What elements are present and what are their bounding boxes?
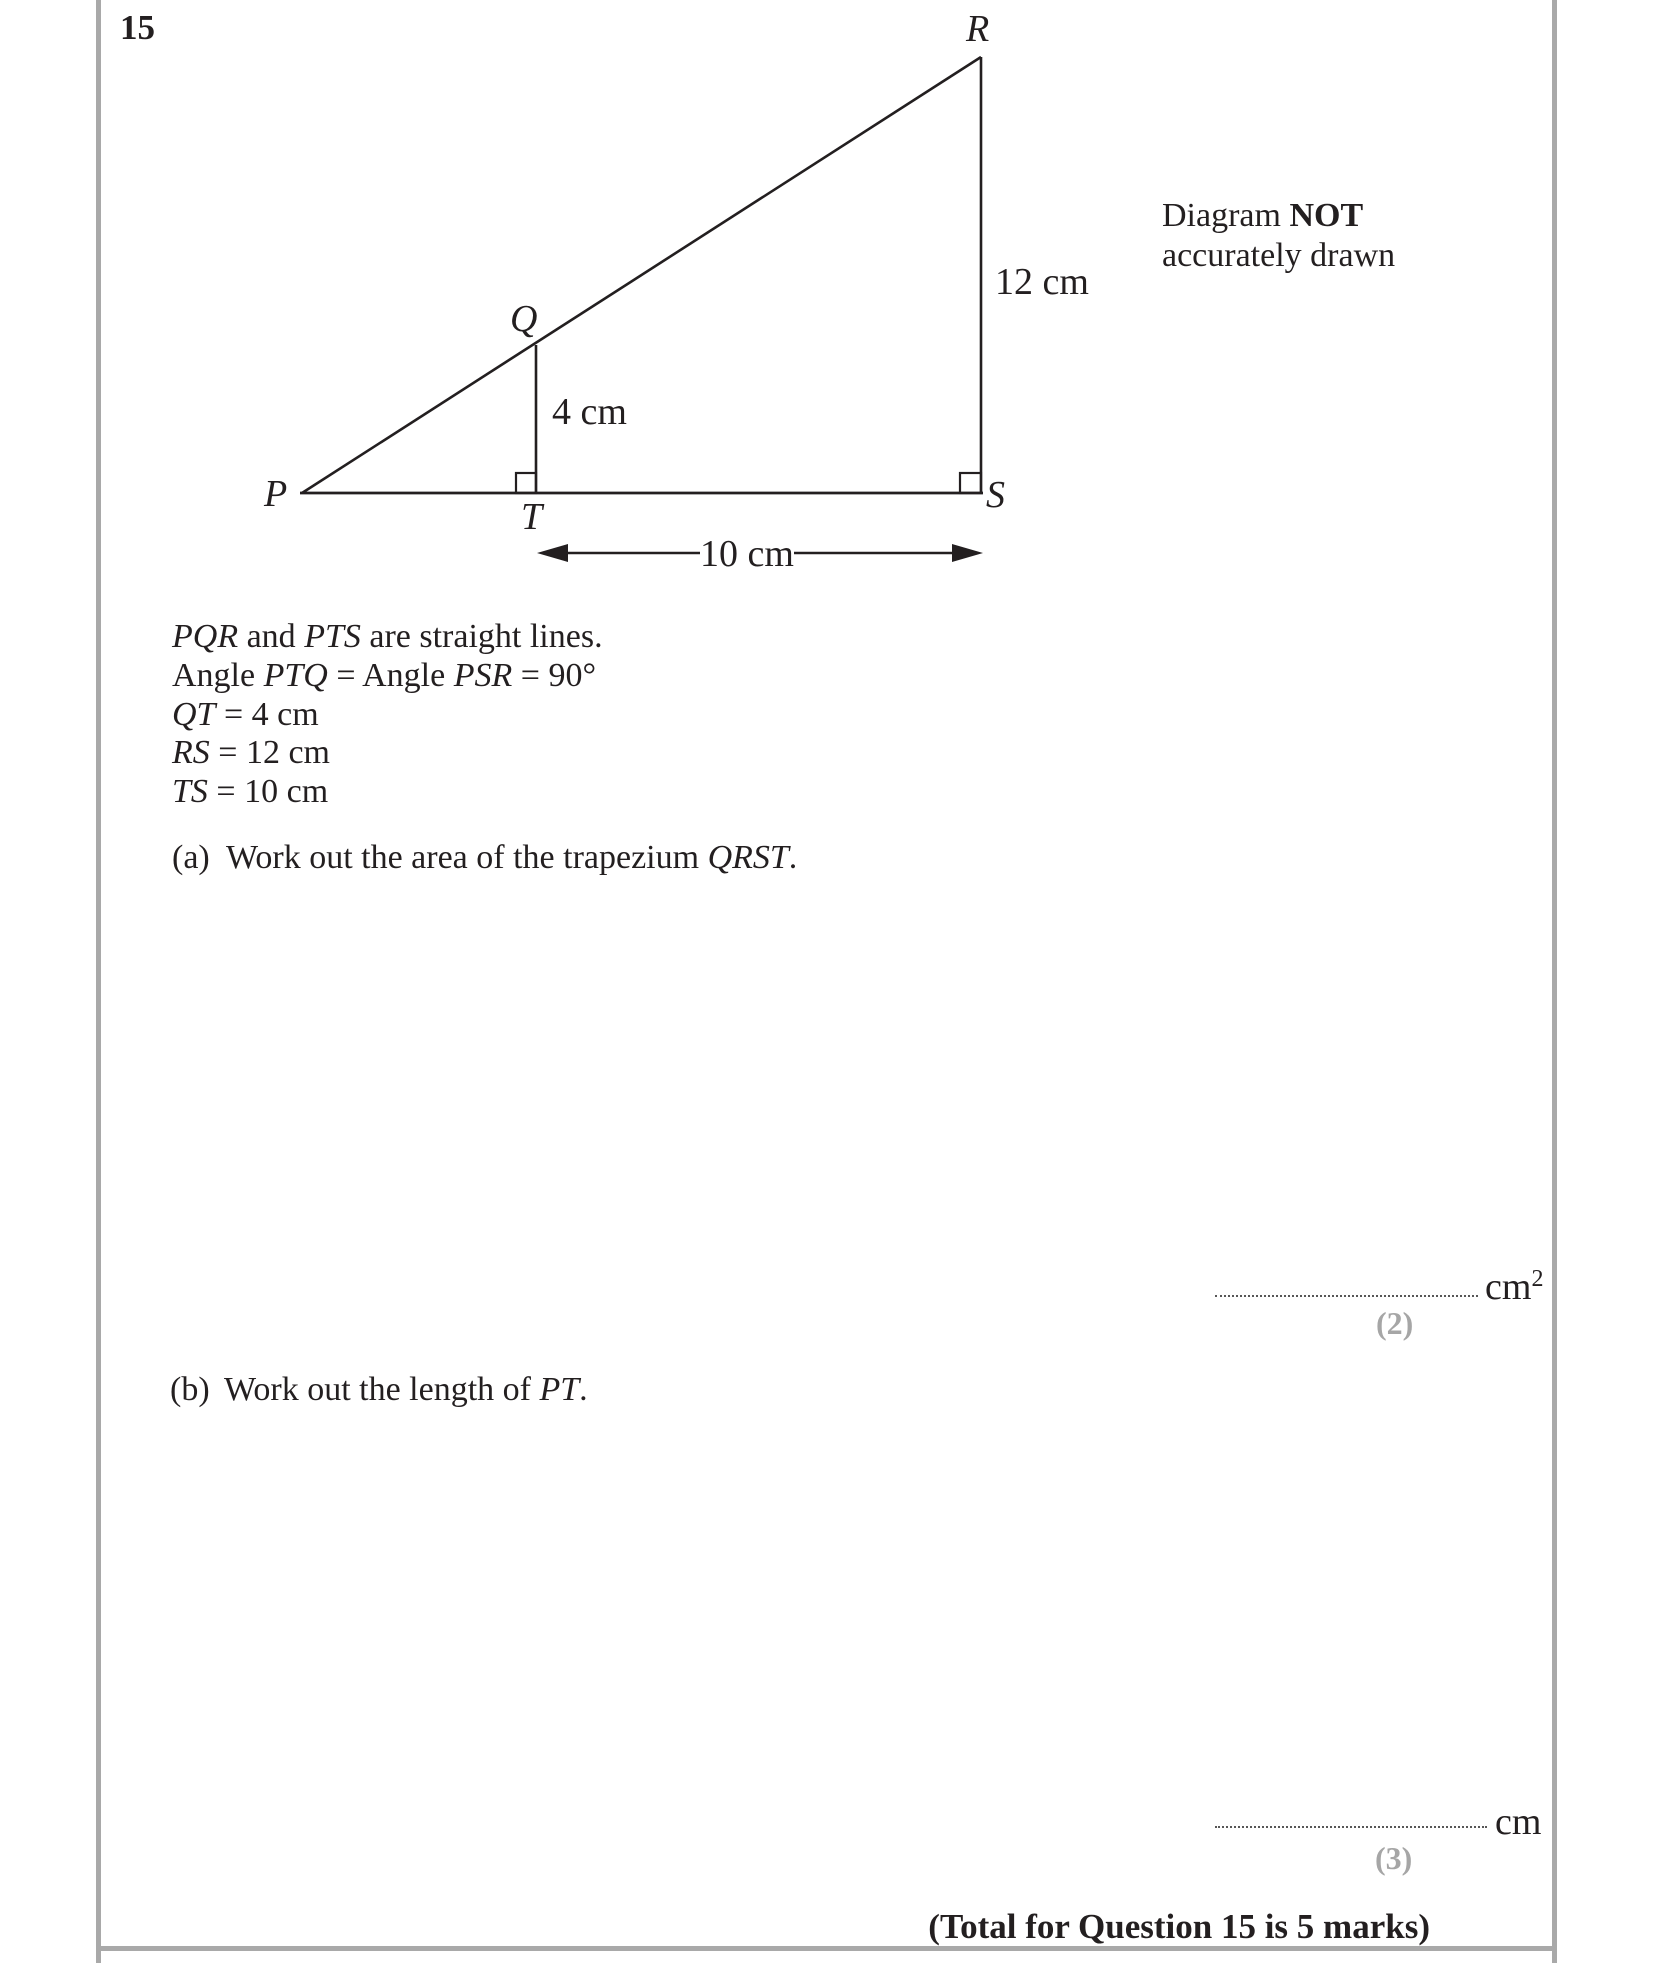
part-a-text-italic: QRST (707, 839, 789, 876)
total-marks-line: (Total for Question 15 is 5 marks) (928, 1907, 1430, 1946)
part-b-text: Work out the length of (224, 1371, 540, 1408)
statement-text-run: PQR (172, 618, 239, 655)
answer-unit-a (1485, 1268, 1543, 1306)
unit-text-a: cm (1485, 1266, 1532, 1308)
statement-text-run: TS (172, 773, 208, 811)
statement-text-run: Angle (172, 656, 264, 694)
statement-text-run: and (238, 618, 305, 655)
statement-text-run: = 90° (512, 656, 597, 694)
statement-line-2 (172, 657, 603, 696)
statement-line-1 (172, 618, 603, 657)
diagram-note-bold: NOT (1289, 197, 1364, 234)
answer-dotted-line-a (1215, 1295, 1478, 1297)
statement-text-run: RS (172, 734, 210, 772)
measurement-label-QT: 4 cm (552, 391, 627, 433)
right-angle-marker-S (960, 473, 981, 493)
vertex-label-T: T (521, 496, 543, 538)
statement-text-run: = Angle (327, 656, 454, 694)
vertex-label-R: R (966, 8, 990, 50)
answer-unit-b (1495, 1803, 1541, 1841)
arrowhead-left-icon (537, 544, 568, 562)
unit-superscript-a: 2 (1531, 1266, 1544, 1292)
question-number: 15 (120, 8, 155, 47)
vertex-label-P: P (264, 473, 288, 515)
right-angle-marker-T (516, 473, 536, 493)
statement-line-5 (172, 773, 603, 812)
diagram-note-regular: Diagram (1162, 197, 1290, 234)
statement-line-4 (172, 734, 603, 773)
vertex-label-S: S (986, 474, 1005, 516)
statement-text-run: QT (172, 695, 216, 733)
statement-text-run: = 12 cm (209, 734, 330, 772)
statement-line-3 (172, 696, 603, 735)
part-b-text-italic: PT (539, 1371, 580, 1408)
diagram-note-line-2: accurately drawn (1162, 237, 1396, 274)
measurement-label-RS: 12 cm (995, 261, 1089, 303)
measurement-label-TS: 10 cm (700, 533, 794, 575)
diagram-note (1162, 196, 1395, 276)
problem-statements (172, 618, 603, 812)
arrowhead-right-icon (952, 544, 983, 562)
statement-text-run: = 10 cm (207, 773, 329, 811)
page-border-bottom (96, 1946, 1557, 1951)
statement-text-run: PSR (453, 656, 513, 694)
statement-text-run: PTS (304, 618, 361, 655)
answer-dotted-line-b (1215, 1826, 1487, 1828)
part-a-text: Work out the area of the trapezium (226, 839, 708, 876)
statement-text-run: = 4 cm (215, 695, 319, 733)
part-a-text-period: . (788, 839, 798, 876)
line-PQR (302, 57, 981, 493)
part-b-prompt (170, 1370, 588, 1409)
statement-text-run: are straight lines. (360, 618, 603, 655)
part-b-label: (b) (170, 1371, 210, 1408)
part-a-prompt (172, 838, 797, 877)
diagram-note-line-1 (1162, 196, 1395, 236)
part-a-label: (a) (172, 839, 210, 876)
marks-badge-a: (2) (1376, 1305, 1414, 1341)
vertex-label-Q: Q (510, 298, 538, 340)
part-b-text-period: . (579, 1371, 588, 1408)
unit-text-b: cm (1495, 1801, 1542, 1843)
statement-text-run: PTQ (263, 656, 328, 694)
geometry-diagram (0, 0, 1653, 600)
marks-badge-b: (3) (1375, 1840, 1413, 1876)
